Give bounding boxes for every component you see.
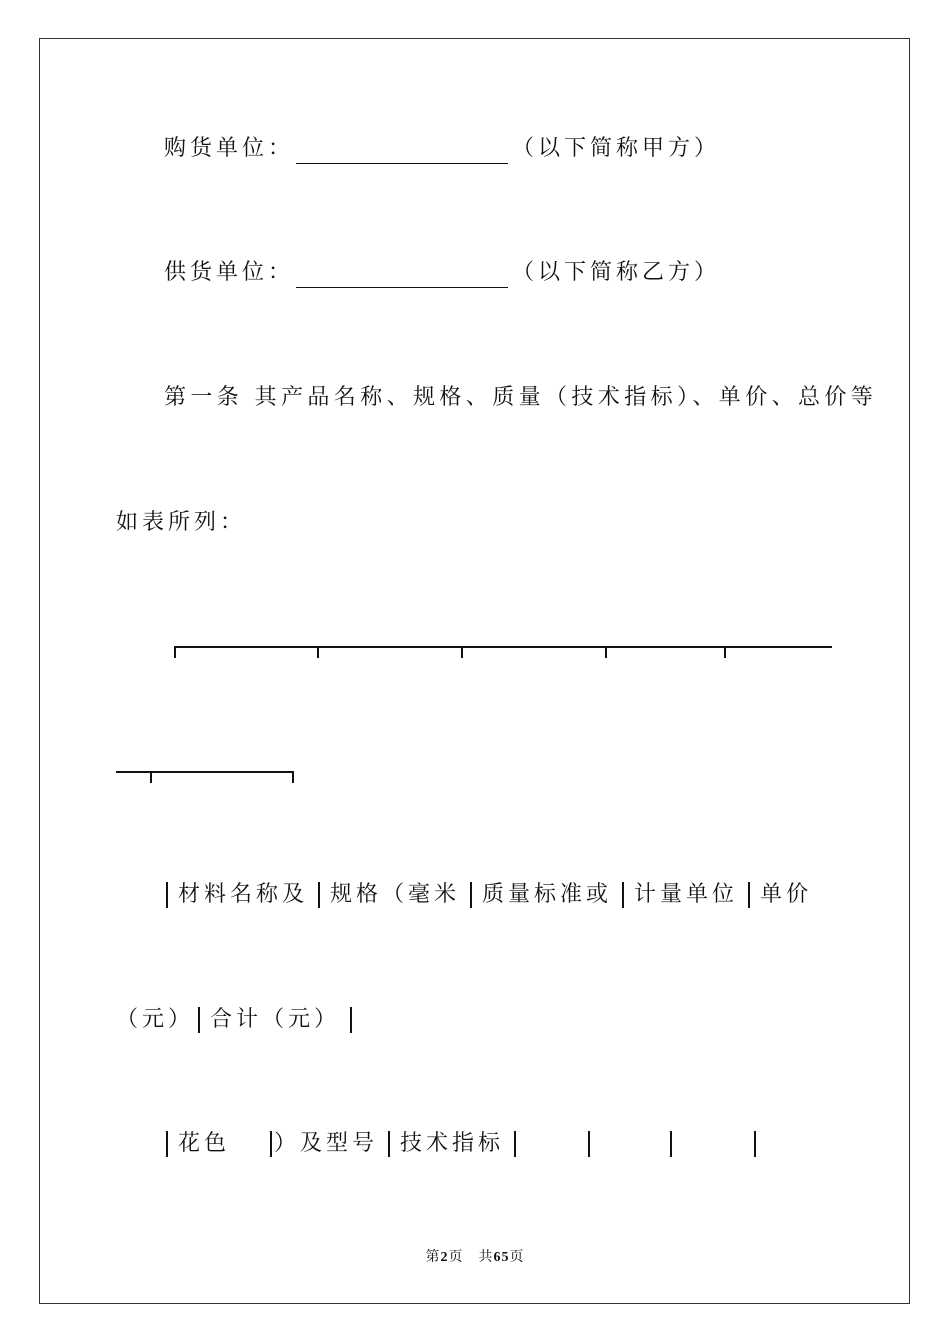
table-top-tick [317,646,319,658]
table-top-tick [461,646,463,658]
header-cell: 质量标准或 [482,882,613,907]
table-top-rule [174,646,832,648]
cell-divider [622,882,624,908]
cell-divider [270,1131,272,1157]
table-top-tick [292,771,294,783]
seller-label: 供货单位： [164,260,295,285]
buyer-blank[interactable] [296,141,508,164]
cell-divider [318,882,320,908]
header-cell: 材料名称及 [178,882,309,907]
footer-total-pages: 65 [493,1250,510,1265]
cell-divider [166,1131,168,1157]
footer-page-number: 2 [440,1250,449,1265]
cell-divider [166,882,168,908]
header-cell: 合计（元） [210,1007,341,1032]
page-border [39,38,910,1304]
header-cell: ）及型号 [274,1131,379,1156]
cell-divider [514,1131,516,1157]
header-cell: 计量单位 [634,882,739,907]
cell-divider [350,1007,352,1033]
header-cell: （元） [116,1007,195,1032]
header-cell: 单价 [760,882,813,907]
seller-suffix: （以下简称乙方） [512,260,721,285]
seller-line [164,258,720,288]
table-top-tick [174,646,176,658]
seller-blank[interactable] [296,265,508,288]
buyer-label: 购货单位： [164,136,295,161]
cell-divider [470,882,472,908]
footer-mid: 页 共 [448,1249,494,1265]
header-cell: 花色 [178,1131,231,1156]
article1-line1: 第一条 其产品名称、规格、质量（技术指标）、单价、总价等 [164,385,878,410]
header-cell: 技术指标 [400,1131,505,1156]
cell-divider [754,1131,756,1157]
table-header-row1 [166,880,812,910]
cell-divider [670,1131,672,1157]
table-top-tick [724,646,726,658]
table-top-tick [150,771,152,783]
header-cell: 规格（毫米 [330,882,461,907]
article1-line2: 如表所列： [116,510,247,535]
table-top-rule-cont [116,771,294,773]
footer-prefix: 第 [425,1249,441,1265]
cell-divider [748,882,750,908]
table-top-tick [605,646,607,658]
footer-suffix: 页 [509,1249,525,1265]
cell-divider [198,1007,200,1033]
cell-divider [588,1131,590,1157]
cell-divider [388,1131,390,1157]
buyer-suffix: （以下简称甲方） [512,136,721,161]
table-header-row2 [166,1129,766,1159]
table-header-row1-cont [116,1005,362,1035]
buyer-line [164,134,720,164]
page-footer [0,1246,950,1266]
